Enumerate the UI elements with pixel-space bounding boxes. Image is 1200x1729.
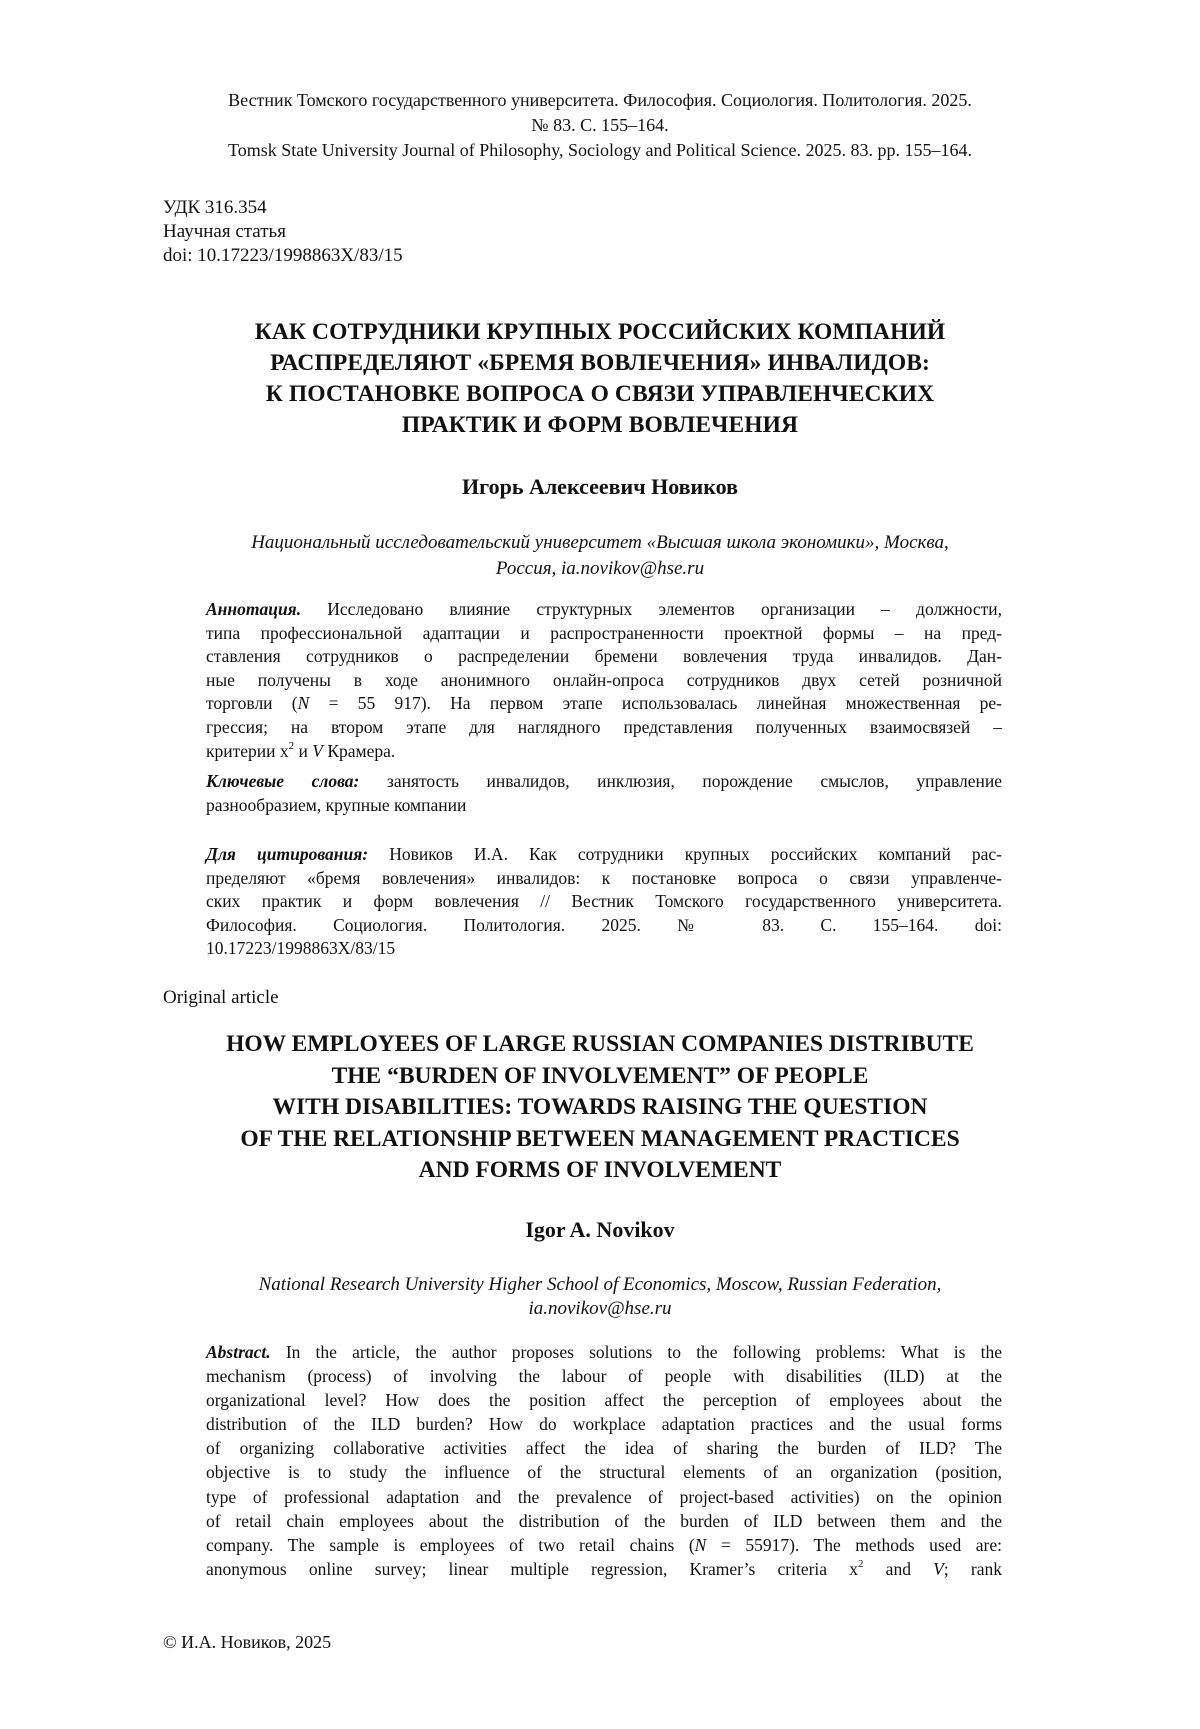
title-en-line: AND FORMS OF INVOLVEMENT <box>418 1157 782 1183</box>
citation-ru-line: Философия. Социология. Политология. 2025. № 83. С. 155–164. doi: <box>206 914 1002 935</box>
abstract-en-line: of organizing collaborative activities affect the idea of sharing the burden of ILD? The <box>206 1438 1002 1459</box>
abstract-ru-line: типа профессиональной адаптации и распространенности проектной формы – на пред- <box>206 622 1002 643</box>
citation-ru-line: ских практик и форм вовлечения // Вестник Томского государственного университета. <box>206 891 1002 912</box>
abstract-en-line: objective is to study the influence of the structural elements of an organization (position, <box>206 1462 1002 1483</box>
affiliation-ru-line: Россия, ia.novikov@hse.ru <box>495 558 705 579</box>
article-title-en <box>150 1029 1050 1187</box>
citation-ru <box>206 843 1002 961</box>
abstract-ru-line: критерии $x^2$ и V Крамера. <box>206 739 396 761</box>
abstract-en-line: anonymous online survey; linear multiple regression, Kramer’s criteria $x^2$ and V; rank <box>206 1558 1002 1579</box>
abstract-en-line: distribution of the ILD burden? How do workplace adaptation practices and the usual forms <box>206 1414 1002 1435</box>
keywords-ru-line: разнообразием, крупные компании <box>206 794 467 815</box>
abstract-en-line: of retail chain employees about the distribution of the burden of ILD between them and the <box>206 1510 1002 1531</box>
title-ru-line: РАСПРЕДЕЛЯЮТ «БРЕМЯ ВОВЛЕЧЕНИЯ» ИНВАЛИДОВ: <box>270 350 930 376</box>
affiliation-en-line: ia.novikov@hse.ru <box>528 1298 672 1319</box>
abstract-en-label: Abstract. <box>206 1342 271 1362</box>
title-en-line: OF THE RELATIONSHIP BETWEEN MANAGEMENT PRACTICES <box>240 1125 960 1152</box>
affiliation-ru <box>150 530 1050 582</box>
title-ru-line: К ПОСТАНОВКЕ ВОПРОСА О СВЯЗИ УПРАВЛЕНЧЕСКИХ <box>265 381 935 407</box>
author-name-en: Igor A. Novikov <box>525 1217 675 1242</box>
keywords-ru-label: Ключевые слова: <box>206 771 360 791</box>
abstract-ru-line: Аннотация. Исследовано влияние структурных элементов организации – должности, <box>206 599 1002 619</box>
title-en-line: HOW EMPLOYEES OF LARGE RUSSIAN COMPANIES DISTRIBUTE <box>226 1031 974 1057</box>
affiliation-en <box>150 1273 1050 1321</box>
journal-header-ru-line: Вестник Томского государственного университета. Философия. Социология. Политология. 2025. <box>228 90 972 110</box>
citation-ru-label: Для цитирования: <box>206 844 369 864</box>
article-title-ru <box>150 317 1050 441</box>
abstract-ru-line: грессия; на втором этапе для наглядного представления полученных взаимосвязей – <box>206 716 1002 737</box>
affiliation-en-line: National Research University Higher School of Economics, Moscow, Russian Federation, <box>258 1274 942 1295</box>
abstract-en <box>206 1340 1002 1581</box>
journal-header <box>150 88 1050 163</box>
original-article-label: Original article <box>163 987 279 1008</box>
article-type: Научная статья <box>163 221 286 242</box>
abstract-ru-line: торговли (N = 55 917). На первом этапе использовалась линейная множественная ре- <box>206 693 1002 714</box>
affiliation-ru-line: Национальный исследовательский университет «Высшая школа экономики», Москва, <box>251 532 949 553</box>
title-ru-line: КАК СОТРУДНИКИ КРУПНЫХ РОССИЙСКИХ КОМПАНИЙ <box>254 319 946 345</box>
keywords-ru-line: Ключевые слова: занятость инвалидов, инклюзия, порождение смыслов, управление <box>206 771 1003 791</box>
keywords-ru <box>206 770 1002 817</box>
journal-header-en-line: Tomsk State University Journal of Philosophy, Sociology and Political Science. 2025. 83. pp. 155–164. <box>227 140 972 160</box>
copyright-notice: © И.А. Новиков, 2025 <box>163 1632 332 1652</box>
doi[interactable]: doi: 10.17223/1998863X/83/15 <box>163 245 403 266</box>
abstract-en-line: mechanism (process) of involving the labour of people with disabilities (ILD) at the <box>206 1366 1002 1387</box>
abstract-ru-label: Аннотация. <box>206 599 302 619</box>
abstract-ru-line: ставления сотрудников о распределении бремени вовлечения труда инвалидов. Дан- <box>206 646 1002 667</box>
author-name-ru: Игорь Алексеевич Новиков <box>462 474 738 499</box>
article-meta <box>163 196 403 268</box>
citation-ru-line: пределяют «бремя вовлечения» инвалидов: к постановке вопроса о связи управленче- <box>206 867 1002 888</box>
citation-ru-line: Для цитирования: Новиков И.А. Как сотрудники крупных российских компаний рас- <box>206 844 1003 864</box>
abstract-ru-line: ные получены в ходе анонимного онлайн-опроса сотрудников двух сетей розничной <box>206 669 1002 690</box>
abstract-en-line: Abstract. In the article, the author proposes solutions to the following problems: What is the <box>206 1342 1002 1362</box>
udc-code: УДК 316.354 <box>163 197 267 218</box>
title-ru-line: ПРАКТИК И ФОРМ ВОВЛЕЧЕНИЯ <box>401 412 799 438</box>
title-en-line: THE “BURDEN OF INVOLVEMENT” OF PEOPLE <box>331 1062 869 1089</box>
citation-ru-line: 10.17223/1998863X/83/15 <box>206 938 396 959</box>
abstract-en-line: company. The sample is employees of two retail chains (N = 55917). The methods used are: <box>206 1534 1002 1555</box>
abstract-en-line: type of professional adaptation and the prevalence of project-based activities) on the opinion <box>206 1486 1002 1507</box>
title-en-line: WITH DISABILITIES: TOWARDS RAISING THE QUESTION <box>272 1094 928 1120</box>
abstract-ru <box>206 598 1002 763</box>
abstract-en-line: organizational level? How does the position affect the perception of employees about the <box>206 1390 1002 1411</box>
journal-header-ru-issue: № 83. С. 155–164. <box>531 115 669 135</box>
